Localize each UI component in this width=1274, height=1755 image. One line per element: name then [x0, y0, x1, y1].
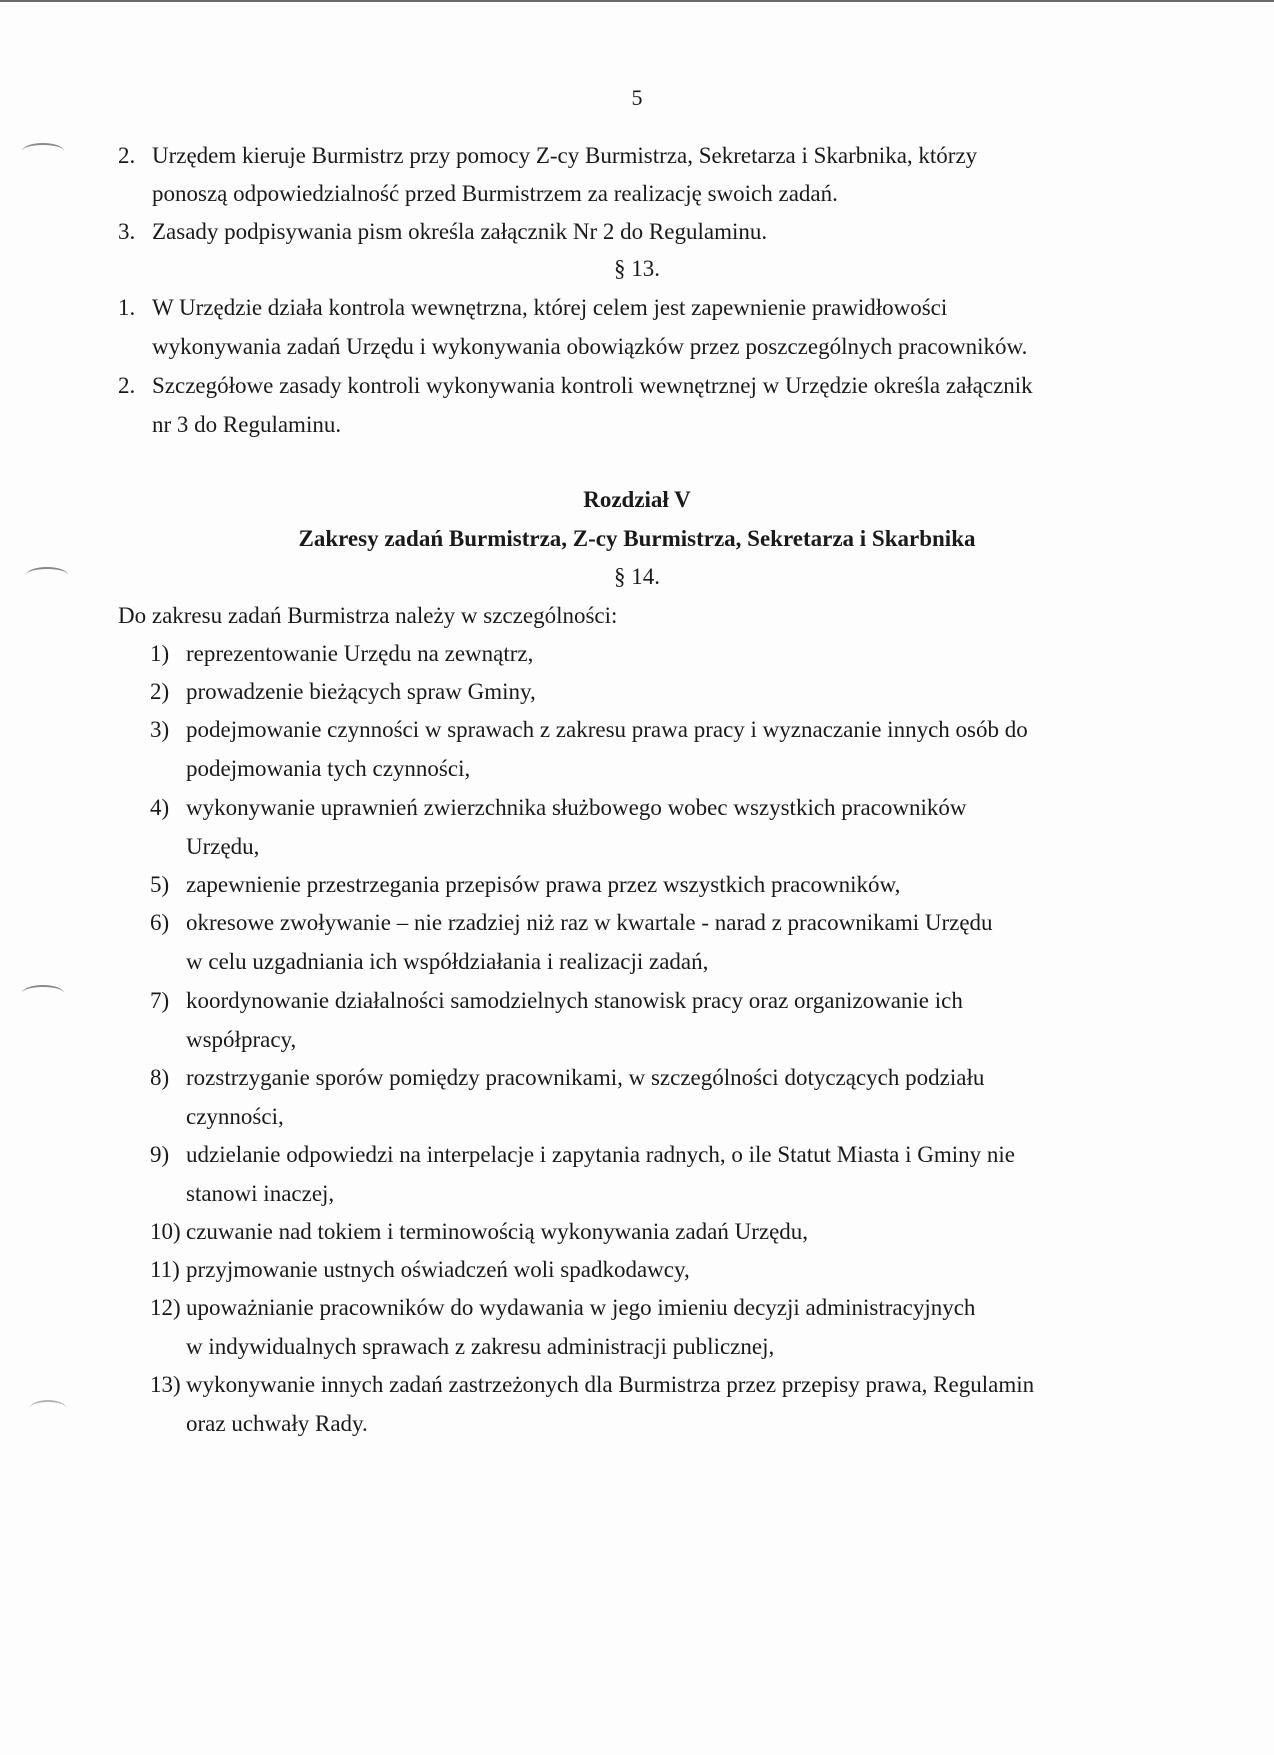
list-item-line: rozstrzyganie sporów pomiędzy pracownikami, w szczególności dotyczących podziału — [186, 1065, 985, 1090]
list-item-line: prowadzenie bieżących spraw Gminy, — [186, 679, 536, 704]
list-number: 5) — [150, 872, 170, 897]
list-number: 13) — [150, 1372, 181, 1397]
chapter-title: Rozdział V — [583, 487, 691, 512]
item-text-line: W Urzędzie działa kontrola wewnętrzna, której celem jest zapewnienie prawidłowości — [152, 295, 948, 320]
list-item-line: upoważnianie pracowników do wydawania w jego imieniu decyzji administracyjnych — [186, 1295, 976, 1320]
item-number: 2. — [118, 143, 136, 168]
item-text-line: Zasady podpisywania pism określa załącznik Nr 2 do Regulaminu. — [152, 219, 768, 244]
chapter-subtitle: Zakresy zadań Burmistrza, Z-cy Burmistrza, Sekretarza i Skarbnika — [298, 526, 976, 551]
list-number: 12) — [150, 1295, 181, 1320]
list-item-line: czynności, — [186, 1104, 284, 1129]
section-heading-14: § 14. — [614, 564, 660, 589]
list-item-line: zapewnienie przestrzegania przepisów prawa przez wszystkich pracowników, — [186, 872, 901, 897]
item-text-line: wykonywania zadań Urzędu i wykonywania obowiązków przez poszczególnych pracowników. — [152, 334, 1028, 359]
list-item-line: podejmowanie czynności w sprawach z zakresu prawa pracy i wyznaczanie innych osób do — [186, 717, 1028, 742]
item-text-line: ponoszą odpowiedzialność przed Burmistrzem za realizację swoich zadań. — [152, 181, 838, 206]
list-number: 8) — [150, 1065, 170, 1090]
scan-top-edge — [0, 0, 1274, 2]
list-number: 10) — [150, 1219, 181, 1244]
list-item-line: współpracy, — [186, 1027, 297, 1052]
list-number: 3) — [150, 717, 170, 742]
list-number: 11) — [150, 1257, 180, 1282]
punch-mark — [22, 985, 64, 1001]
list-number: 9) — [150, 1142, 170, 1167]
list-item-line: stanowi inaczej, — [186, 1181, 335, 1206]
list-number: 2) — [150, 679, 170, 704]
punch-mark — [30, 1400, 66, 1416]
list-item-line: oraz uchwały Rady. — [186, 1411, 368, 1436]
list-item-line: w indywidualnych sprawach z zakresu administracji publicznej, — [186, 1334, 775, 1359]
punch-mark — [22, 143, 64, 159]
list-number: 1) — [150, 641, 170, 666]
list-item-line: koordynowanie działalności samodzielnych stanowisk pracy oraz organizowanie ich — [186, 988, 963, 1013]
section-intro: Do zakresu zadań Burmistrza należy w szczególności: — [118, 603, 618, 628]
list-item-line: w celu uzgadniania ich współdziałania i realizacji zadań, — [186, 949, 709, 974]
list-item-line: wykonywanie uprawnień zwierzchnika służbowego wobec wszystkich pracowników — [186, 795, 967, 820]
item-number: 1. — [118, 295, 136, 320]
item-text-line: Szczegółowe zasady kontroli wykonywania kontroli wewnętrznej w Urzędzie określa załącznik — [152, 373, 1033, 398]
item-text-line: Urzędem kieruje Burmistrz przy pomocy Z-cy Burmistrza, Sekretarza i Skarbnika, którzy — [152, 143, 978, 168]
list-item-line: czuwanie nad tokiem i terminowością wykonywania zadań Urzędu, — [186, 1219, 809, 1244]
page-number: 5 — [631, 85, 643, 110]
list-number: 4) — [150, 795, 170, 820]
list-item-line: okresowe zwoływanie – nie rzadziej niż raz w kwartale - narad z pracownikami Urzędu — [186, 910, 993, 935]
section-heading-13: § 13. — [614, 256, 660, 281]
list-item-line: wykonywanie innych zadań zastrzeżonych dla Burmistrza przez przepisy prawa, Regulamin — [186, 1372, 1035, 1397]
list-number: 6) — [150, 910, 170, 935]
item-text-line: nr 3 do Regulaminu. — [152, 412, 342, 437]
list-item-line: Urzędu, — [186, 834, 260, 859]
list-item-line: udzielanie odpowiedzi na interpelacje i zapytania radnych, o ile Statut Miasta i Gminy nie — [186, 1142, 1015, 1167]
item-number: 3. — [118, 219, 136, 244]
list-item-line: przyjmowanie ustnych oświadczeń woli spadkodawcy, — [186, 1257, 690, 1282]
list-item-line: reprezentowanie Urzędu na zewnątrz, — [186, 641, 534, 666]
list-number: 7) — [150, 988, 170, 1013]
item-number: 2. — [118, 373, 136, 398]
list-item-line: podejmowania tych czynności, — [186, 756, 471, 781]
